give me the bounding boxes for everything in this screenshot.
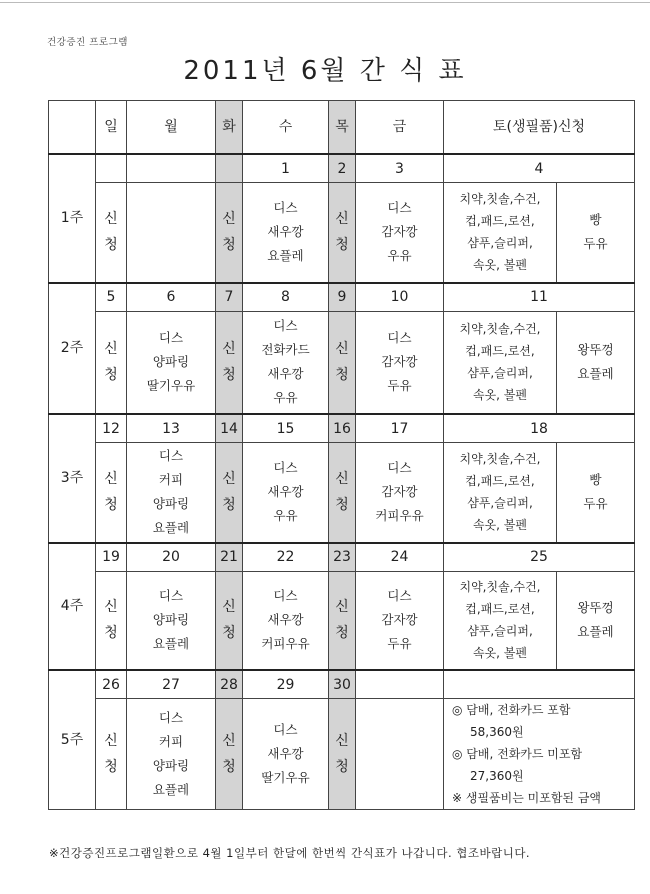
date-sat: 4: [444, 154, 635, 183]
sat-necessities: 치약,칫솔,수건, 컵,패드,로션, 샴푸,슬리퍼, 속옷, 볼펜: [444, 443, 557, 543]
week-menu-row: [49, 311, 635, 414]
page-title: 2011년 6월 간 식 표: [183, 56, 467, 86]
date-thu: 9: [329, 283, 356, 312]
week-date-row: [49, 283, 635, 312]
date-thu: 16: [329, 414, 356, 443]
header-thu: 목: [329, 101, 356, 155]
date-mon: 20: [127, 543, 216, 572]
date-fri: 17: [356, 414, 444, 443]
date-tue: 28: [216, 670, 243, 699]
week-menu-row: [49, 183, 635, 283]
footer-note: ※건강증진프로그램일환으로 4월 1일부터 한달에 한번씩 간식표가 나갑니다. 협조바랍니다.: [49, 846, 531, 860]
date-sun: 26: [96, 670, 127, 699]
header-sat: 토(생필품)신청: [444, 101, 635, 155]
sat-necessities: 치약,칫솔,수건, 컵,패드,로션, 샴푸,슬리퍼, 속옷, 볼펜: [444, 311, 557, 414]
sat-necessities: 치약,칫솔,수건, 컵,패드,로션, 샴푸,슬리퍼, 속옷, 볼펜: [444, 183, 557, 283]
date-wed: 22: [243, 543, 329, 572]
apply-cell: 신 청: [96, 183, 127, 283]
date-fri: 24: [356, 543, 444, 572]
week-menu-row: [49, 571, 635, 670]
date-wed: 1: [243, 154, 329, 183]
week-label: 5주: [49, 670, 96, 810]
week-menu-row: [49, 699, 635, 810]
date-mon: [127, 154, 216, 183]
apply-cell: 신 청: [96, 699, 127, 810]
date-fri: 3: [356, 154, 444, 183]
date-sun: [96, 154, 127, 183]
date-mon: 13: [127, 414, 216, 443]
date-sat: 18: [444, 414, 635, 443]
menu-wed: 디스 새우깡 딸기우유: [243, 699, 329, 810]
date-wed: 29: [243, 670, 329, 699]
sat-necessities: 치약,칫솔,수건, 컵,패드,로션, 샴푸,슬리퍼, 속옷, 볼펜: [444, 571, 557, 670]
sat-snack: 왕뚜껑 요플레: [557, 311, 635, 414]
menu-mon: 디스 양파링 딸기우유: [127, 311, 216, 414]
header-mon: 월: [127, 101, 216, 155]
week-label: 4주: [49, 543, 96, 671]
menu-fri: 디스 감자깡 두유: [356, 571, 444, 670]
date-sun: 12: [96, 414, 127, 443]
table-header-row: [49, 101, 635, 155]
date-wed: 15: [243, 414, 329, 443]
menu-fri: 디스 감자깡 두유: [356, 311, 444, 414]
menu-fri: 디스 감자깡 커피우유: [356, 443, 444, 543]
date-sun: 19: [96, 543, 127, 572]
apply-cell: 신 청: [96, 311, 127, 414]
apply-cell: 신 청: [216, 443, 243, 543]
menu-wed: 디스 새우깡 커피우유: [243, 571, 329, 670]
apply-cell: 신 청: [329, 183, 356, 283]
header-fri: 금: [356, 101, 444, 155]
apply-cell: 신 청: [216, 571, 243, 670]
apply-cell: 신 청: [329, 571, 356, 670]
date-sat: 25: [444, 543, 635, 572]
date-tue: 21: [216, 543, 243, 572]
date-mon: 27: [127, 670, 216, 699]
menu-fri: [356, 699, 444, 810]
week-label: 1주: [49, 154, 96, 283]
menu-mon: 디스 커피 양파링 요플레: [127, 443, 216, 543]
week-menu-row: [49, 443, 635, 543]
date-thu: 2: [329, 154, 356, 183]
menu-wed: 디스 새우깡 요플레: [243, 183, 329, 283]
date-thu: 23: [329, 543, 356, 572]
date-sat: 11: [444, 283, 635, 312]
apply-cell: 신 청: [329, 699, 356, 810]
price-note: ◎ 담배, 전화카드 포함 58,360원 ◎ 담배, 전화카드 미포함 27,360원 ※ 생필품비는 미포함된 금액: [444, 699, 635, 810]
date-thu: 30: [329, 670, 356, 699]
header-tue: 화: [216, 101, 243, 155]
date-fri: 10: [356, 283, 444, 312]
snack-schedule-table: [48, 100, 635, 810]
header-sun: 일: [96, 101, 127, 155]
apply-cell: 신 청: [216, 183, 243, 283]
date-fri: [356, 670, 444, 699]
date-tue: 14: [216, 414, 243, 443]
apply-cell: 신 청: [96, 443, 127, 543]
week-label: 3주: [49, 414, 96, 543]
apply-cell: 신 청: [216, 699, 243, 810]
program-header: 건강증진 프로그램: [47, 37, 128, 48]
header-wed: 수: [243, 101, 329, 155]
date-tue: [216, 154, 243, 183]
menu-mon: 디스 양파링 요플레: [127, 571, 216, 670]
apply-cell: 신 청: [329, 311, 356, 414]
apply-cell: 신 청: [216, 311, 243, 414]
sat-snack: 빵 두유: [557, 443, 635, 543]
date-tue: 7: [216, 283, 243, 312]
date-mon: 6: [127, 283, 216, 312]
week-date-row: [49, 670, 635, 699]
apply-cell: 신 청: [96, 571, 127, 670]
week-date-row: [49, 154, 635, 183]
corner-cell: [49, 101, 96, 155]
date-sat: [444, 670, 635, 699]
date-sun: 5: [96, 283, 127, 312]
date-wed: 8: [243, 283, 329, 312]
menu-wed: 디스 전화카드 새우깡 우유: [243, 311, 329, 414]
menu-wed: 디스 새우깡 우유: [243, 443, 329, 543]
menu-mon: [127, 183, 216, 283]
sat-snack: 왕뚜껑 요플레: [557, 571, 635, 670]
sat-snack: 빵 두유: [557, 183, 635, 283]
apply-cell: 신 청: [329, 443, 356, 543]
top-rule: [0, 2, 650, 3]
week-date-row: [49, 543, 635, 572]
menu-mon: 디스 커피 양파링 요플레: [127, 699, 216, 810]
week-date-row: [49, 414, 635, 443]
menu-fri: 디스 감자깡 우유: [356, 183, 444, 283]
week-label: 2주: [49, 283, 96, 415]
